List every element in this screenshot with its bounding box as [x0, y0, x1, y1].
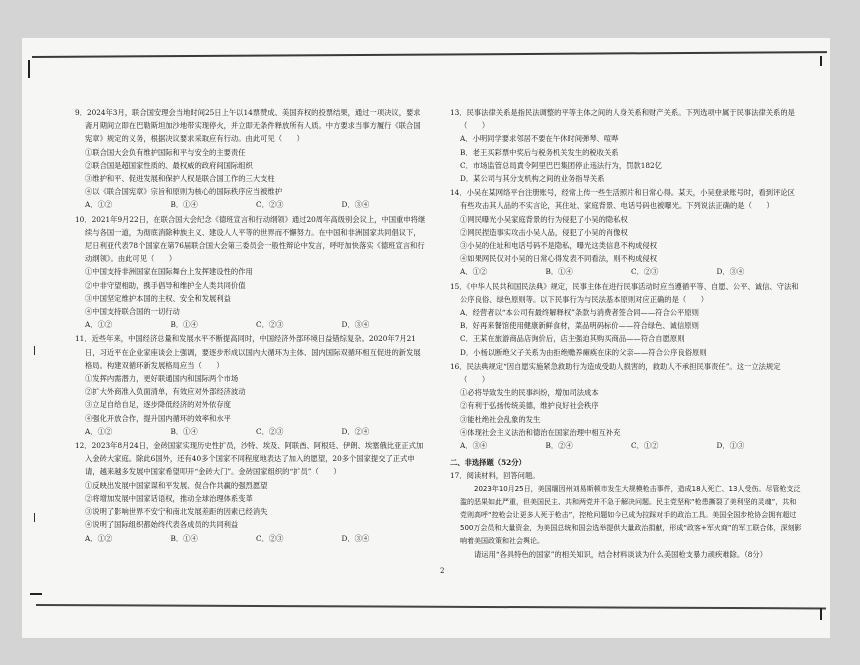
answer-choices [450, 265, 802, 278]
option-statement: ③小吴的住址和电话号码不是隐私，曝光这类信息不构成侵权 [460, 241, 658, 251]
answer-choice: C．①② [631, 441, 659, 451]
question [75, 439, 427, 545]
answer-choice: B．②④ [545, 441, 573, 451]
answer-choices [75, 318, 427, 331]
option-statement: ③中国坚定维护本国的主权、安全和发展利益 [85, 293, 231, 303]
binding-mark [34, 513, 35, 522]
question-list [75, 106, 427, 545]
answer-choices [450, 439, 802, 452]
option-statement: A．经营者以“本公司有最终解释权”条款与消费者签合同——符合公平原则 [460, 308, 699, 318]
question-stem: 16．民法典规定“因自愿实施紧急救助行为造成受助人损害的，救助人不承担民事责任”。这一立法规定（ ） [450, 361, 781, 385]
question-list [450, 106, 802, 452]
option-statement: ④如果网民仅对小吴的日常心得发表不同看法，则不构成侵权 [460, 254, 658, 264]
answer-choice: D．③④ [341, 533, 370, 543]
option-statement: ③立足自给自足，逐步降低经济的对外依存度 [85, 400, 231, 410]
answer-choice: A．①② [460, 267, 488, 277]
answer-choice: C．②③ [256, 533, 284, 543]
answer-choice: D．③④ [341, 200, 370, 210]
option-statement: ④体现社会主义法治和德治在国家治理中相互补充 [460, 427, 621, 437]
answer-choice: B．①④ [170, 426, 198, 436]
answer-choice: A．①② [85, 426, 113, 436]
answer-choice: A．①② [85, 320, 113, 330]
option-statement: B．老王买彩票中奖后与税务机关发生的税收关系 [460, 147, 619, 157]
option-statement: ②中非守望相助，携手倡导和维护全人类共同价值 [85, 280, 246, 290]
question-task: 请运用“各具特色的国家”的相关知识，结合材料谈谈为什么美国枪支暴力顽疾难除。（8分） [474, 549, 768, 559]
option-statement: ④说明了国际组织都始终代表各成员的共同利益 [85, 520, 239, 530]
question [450, 106, 802, 185]
page-edge-top [32, 51, 827, 58]
option-statement: ④中国支持联合国的一切行动 [85, 307, 180, 317]
option-statement: ②联合国是超国家性质的、最权威的政府间国际组织 [85, 160, 253, 170]
option-statement: ③说明了影响世界不安宁和南北发展差距的因素已经消失 [85, 507, 268, 517]
option-statement: ②扩大外商准入负面清单，有效应对外部经济波动 [85, 387, 246, 397]
question-stem: 17．阅读材料，回答问题。 [450, 471, 540, 481]
question [450, 360, 802, 452]
right-column [450, 106, 802, 561]
answer-choice: C．②③ [256, 320, 284, 330]
question [75, 213, 427, 332]
question-stem: 15．《中华人民共和国民法典》规定，民事主体在进行民事活动时应当遵循平等、自愿、公平、诚信、守法和公序良俗、绿色原则等。以下民事行为与民法基本原则对应正确的是（ ） [450, 281, 799, 304]
binding-mark [34, 346, 35, 355]
question-17 [450, 469, 802, 560]
option-statement: D．小杨以断绝父子关系为由拒绝赡养瘫痪在床的父亲——符合公序良俗原则 [460, 347, 707, 357]
option-statement: ②网民捏造事实攻击小吴人品，侵犯了小吴的肖像权 [460, 227, 628, 237]
page-edge-bottom [36, 604, 826, 609]
answer-choice: A．③④ [460, 441, 488, 451]
crop-mark [30, 593, 42, 595]
section-title: 二、非选择题（52分） [450, 458, 526, 468]
option-statement: ①中国支持非洲国家在国际舞台上发挥建设性的作用 [85, 267, 253, 277]
question [450, 280, 802, 359]
answer-choice: B．①④ [170, 320, 198, 330]
option-statement: ①反映出发展中国家谋和平发展、促合作共赢的强烈愿望 [85, 480, 268, 490]
page-number: 2 [440, 567, 445, 575]
question-stem: 14．小吴在某网络平台注册账号，经常上传一些生活照片和日常心得。某天，小吴登录账号时，看到评论区有些攻击其人品的不实言论，其住址、家庭背景、电话号码也被曝光。下列说法正确的是（ ） [450, 188, 795, 211]
option-statement: C．市场监管总局責令阿里巴巴集团停止违法行为，罚款182亿 [460, 160, 662, 170]
option-statement: ③能杜绝社会乱象的发生 [460, 414, 541, 424]
answer-choices [75, 198, 427, 211]
option-statement: ③维护和平、促进发展和保护人权是联合国工作的三大支柱 [85, 174, 275, 184]
answer-choice: B．①④ [545, 267, 573, 277]
answer-choices [75, 532, 427, 545]
question [75, 106, 427, 212]
option-statement: ④以《联合国宪章》宗旨和原则为核心的国际秩序应当被维护 [85, 187, 283, 197]
option-statement: C．王某在旅游商品店询价后，店主强迫其购买商品——符合自愿原则 [460, 334, 685, 344]
question-stem: 12．2023年8月24日，金砖国家实现历史性扩员，沙特、埃及、阿联酋、阿根廷、伊朗、埃塞俄比亚正式加入金砖大家庭。除此6国外，还有40多个国家不同程度地表达了加入的愿望，20多个国家提交了正式申请，越来越多发展中国家希望叩开“金砖大门”。金砖国家组织的“扩员”（ ） [75, 441, 424, 477]
answer-choice: D．②④ [341, 426, 370, 436]
option-statement: ④强化开放合作，提升国内循环的效率和水平 [85, 413, 231, 423]
question-stem: 13．民事法律关系是指民法调整的平等主体之间的人身关系和财产关系。下列选项中属于民事法律关系的是（ ） [450, 108, 795, 131]
option-statement: ②将增加发展中国家话语权，推动全球治理体系变革 [85, 493, 253, 503]
reading-material: 2023年10月25日，美国缅因州刘易斯顿市发生大规模枪击事件，造成18人死亡、13人受伤。尽管枪支泛滥的恶果如此严重，但美国民主、共和两党并不急于解决问题。民主党坚称“枪患撕裂了美利坚的灵魂”，共和党则高呼“控枪会让更多人死于枪击”，控枪问题如今已成为拉踩对手的政治工具。美国全国步枪协会拥有超过500万会员和大量资金，为美国总统和国会选举提供大量政治捐献，形成“政客+军火商”的军工联合体，深刻影响着美国政策和社会舆论。 [460, 484, 802, 545]
option-statement: ②有利于弘扬传统美德，维护良好社会秩序 [460, 401, 599, 411]
option-statement: ①发挥内需潜力，更好联通国内和国际两个市场 [85, 374, 239, 384]
crop-mark [820, 56, 822, 66]
question [450, 186, 802, 278]
exam-page [22, 38, 830, 638]
question-stem: 11．近些年来，中国经济总量和发展水平不断提高同时，中国经济外部环境日益错综复杂。2020年7月21日，习近平在企业家座谈会上强调，要逐步形成以国内大循环为主体、国内国际双循环相互促进的新发展格局。构建双循环新发展格局应当（ ） [75, 334, 421, 370]
answer-choice: A．①② [85, 200, 113, 210]
answer-choices [75, 425, 427, 438]
answer-choice: D．③④ [716, 267, 745, 277]
answer-choice: A．①② [85, 533, 113, 543]
crop-mark [28, 60, 30, 78]
option-statement: ①联合国大会负有维护国际和平与安全的主要责任 [85, 147, 246, 157]
crop-mark [820, 608, 822, 620]
answer-choice: D．③④ [341, 320, 370, 330]
question [75, 332, 427, 438]
option-statement: ①网民曝光小吴家庭背景的行为侵犯了小吴的隐私权 [460, 214, 628, 224]
answer-choice: D．①③ [716, 441, 745, 451]
answer-choice: C．②③ [256, 200, 284, 210]
question-stem: 9．2024年3月，联合国安理会当地时间25日上午以14票赞成、美国弃权的投票结果，通过一项决议，要求斋月期间立即在巴勒斯坦加沙地带实现停火，并立即无条件释放所有人质。中方要求当事方履行《联合国宪章》规定的义务，根据决议要求采取应有行动。由此可见（ ） [75, 108, 421, 144]
option-statement: A．小明同学要求邻居不要在午休时间弹琴、喧哗 [460, 134, 619, 144]
left-column [75, 106, 427, 545]
answer-choice: C．②③ [256, 426, 284, 436]
question-stem: 10．2021年9月22日，在联合国大会纪念《德班宣言和行动纲领》通过20周年高级别会议上，中国重申将继续与各国一道，为彻底消除种族主义、建设人人平等的世界而不懈努力。在中国和非洲国家共同倡议下，尼日利亚代表78个国家在第76届联合国大会第三委员会一般性辩论中发言，呼吁加快落实《德班宣言和行动纲领》。由此可见（ ） [75, 214, 426, 264]
answer-choice: C．②③ [631, 267, 659, 277]
option-statement: ①必将导致发生的民事纠纷，增加司法成本 [460, 388, 599, 398]
answer-choice: B．①④ [170, 200, 198, 210]
option-statement: D．某公司与其分支机构之间的业务指导关系 [460, 174, 605, 184]
answer-choice: B．①④ [170, 533, 198, 543]
option-statement: B．好再来餐馆使用健康新鲜食材，菜品明码标价——符合绿色、诚信原则 [460, 321, 699, 331]
